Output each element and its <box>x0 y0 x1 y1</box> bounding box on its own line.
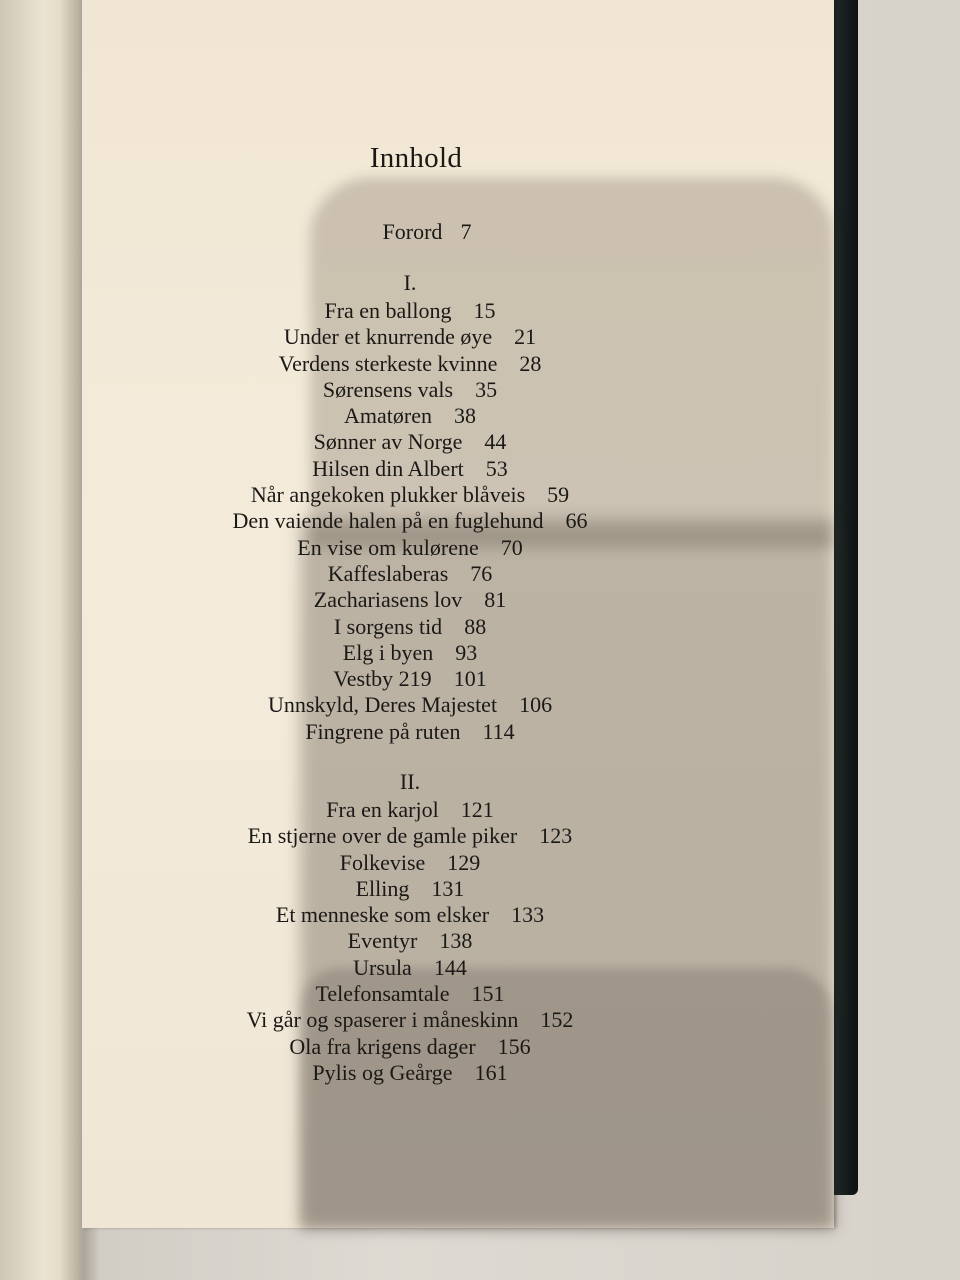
toc-entry <box>82 482 738 508</box>
toc-entry <box>82 561 738 587</box>
toc-entry-page: 66 <box>565 508 588 534</box>
toc-entry-page: 21 <box>514 324 537 350</box>
toc-entry <box>82 377 738 403</box>
toc-entry-page: 15 <box>473 298 496 323</box>
toc-entry-title: Når angekoken plukker blåveis <box>250 482 526 508</box>
toc-entry-title: Verdens sterkeste kvinne <box>278 350 498 376</box>
toc-entry-page: 131 <box>431 875 465 901</box>
toc-entry-title: Elg i byen <box>342 639 434 665</box>
toc-entry-title: Fra en ballong <box>324 298 452 323</box>
toc-entry-title: Sønner av Norge <box>313 429 463 455</box>
toc-entry-page: 151 <box>471 981 505 1007</box>
toc-entry <box>82 981 738 1007</box>
toc-entry-title: Hilsen din Albert <box>312 455 464 481</box>
toc-entry <box>82 928 738 954</box>
toc-entry-page: 35 <box>475 376 498 402</box>
toc-entry-page: 161 <box>474 1059 508 1085</box>
toc-entry-title: Eventyr <box>347 928 418 954</box>
toc-entry-title: Sørensens vals <box>322 376 454 402</box>
toc-entry <box>82 614 738 640</box>
toc-entry-page: 38 <box>453 403 476 429</box>
toc-entry-title: En stjerne over de gamle piker <box>247 823 518 849</box>
toc-entry-page: 156 <box>497 1033 531 1059</box>
toc-entry-page: 28 <box>519 350 542 376</box>
toc-heading: Innhold <box>369 142 463 174</box>
toc-entry <box>82 692 738 718</box>
toc-entry <box>82 876 738 902</box>
toc-list-part-1 <box>82 298 738 745</box>
toc-entry-title: Et menneske som elsker <box>275 902 490 928</box>
toc-entry-title: En vise om kulørene <box>297 534 479 560</box>
toc-entry-page: 53 <box>485 455 508 481</box>
toc-entry-page: 7 <box>460 219 472 244</box>
table-of-contents <box>82 0 738 1228</box>
toc-entry-title: Fingrene på ruten <box>305 718 461 744</box>
toc-entry-page: 59 <box>547 482 570 508</box>
toc-entry <box>82 508 738 534</box>
toc-entry-title: Vestby 219 <box>333 666 432 692</box>
toc-entry <box>82 640 738 666</box>
toc-entry <box>82 324 738 350</box>
toc-entry-title: Amatøren <box>344 403 432 429</box>
toc-entry <box>82 719 738 745</box>
toc-entry <box>82 666 738 692</box>
toc-entry-title: Forord <box>382 219 443 244</box>
toc-entry <box>82 902 738 928</box>
toc-entry-page: 129 <box>447 849 481 875</box>
toc-entry-title: Vi går og spaserer i måneskinn <box>246 1007 519 1033</box>
toc-entry-page: 106 <box>519 692 553 718</box>
toc-entry-foreword <box>82 219 738 245</box>
toc-entry-title: I sorgens tid <box>333 613 443 639</box>
toc-list-part-2 <box>82 797 738 1086</box>
toc-entry <box>82 351 738 377</box>
toc-entry-page: 88 <box>464 613 487 639</box>
toc-entry-page: 101 <box>453 666 487 692</box>
toc-entry <box>82 535 738 561</box>
toc-entry-page: 114 <box>482 718 515 744</box>
toc-entry-page: 138 <box>439 928 473 954</box>
toc-entry-title: Fra en karjol <box>326 797 439 822</box>
toc-entry-title: Pylis og Geårge <box>312 1059 453 1085</box>
toc-entry <box>82 429 738 455</box>
part-label-1: I. <box>403 270 417 295</box>
toc-entry-title: Under et knurrende øye <box>283 324 493 350</box>
toc-entry-page: 93 <box>455 639 478 665</box>
toc-entry-page: 123 <box>539 823 573 849</box>
toc-entry-title: Zachariasens lov <box>313 587 463 613</box>
toc-entry-page: 152 <box>540 1007 574 1033</box>
toc-entry-page: 144 <box>433 954 467 980</box>
toc-entry <box>82 823 738 849</box>
toc-entry-page: 133 <box>511 902 545 928</box>
toc-entry <box>82 850 738 876</box>
toc-entry-page: 44 <box>484 429 507 455</box>
toc-entry-title: Elling <box>355 875 410 901</box>
toc-entry-page: 70 <box>500 534 523 560</box>
toc-entry-title: Ursula <box>353 954 412 980</box>
toc-entry <box>82 456 738 482</box>
toc-entry <box>82 1060 738 1086</box>
toc-entry-title: Telefonsamtale <box>315 981 450 1007</box>
toc-entry <box>82 403 738 429</box>
toc-entry <box>82 797 738 823</box>
toc-entry-title: Kaffeslaberas <box>327 560 449 586</box>
toc-entry <box>82 1034 738 1060</box>
toc-entry-page: 121 <box>460 797 494 822</box>
toc-entry <box>82 587 738 613</box>
toc-entry-title: Den vaiende halen på en fuglehund <box>232 508 544 534</box>
toc-entry-page: 81 <box>484 587 507 613</box>
toc-entry-title: Folkevise <box>339 849 426 875</box>
toc-entry-title: Unnskyld, Deres Majestet <box>267 692 498 718</box>
toc-entry-page: 76 <box>470 560 493 586</box>
toc-entry <box>82 955 738 981</box>
toc-entry <box>82 1007 738 1033</box>
toc-entry <box>82 298 738 324</box>
part-label-2: II. <box>399 769 421 794</box>
toc-entry-title: Ola fra krigens dager <box>289 1033 476 1059</box>
